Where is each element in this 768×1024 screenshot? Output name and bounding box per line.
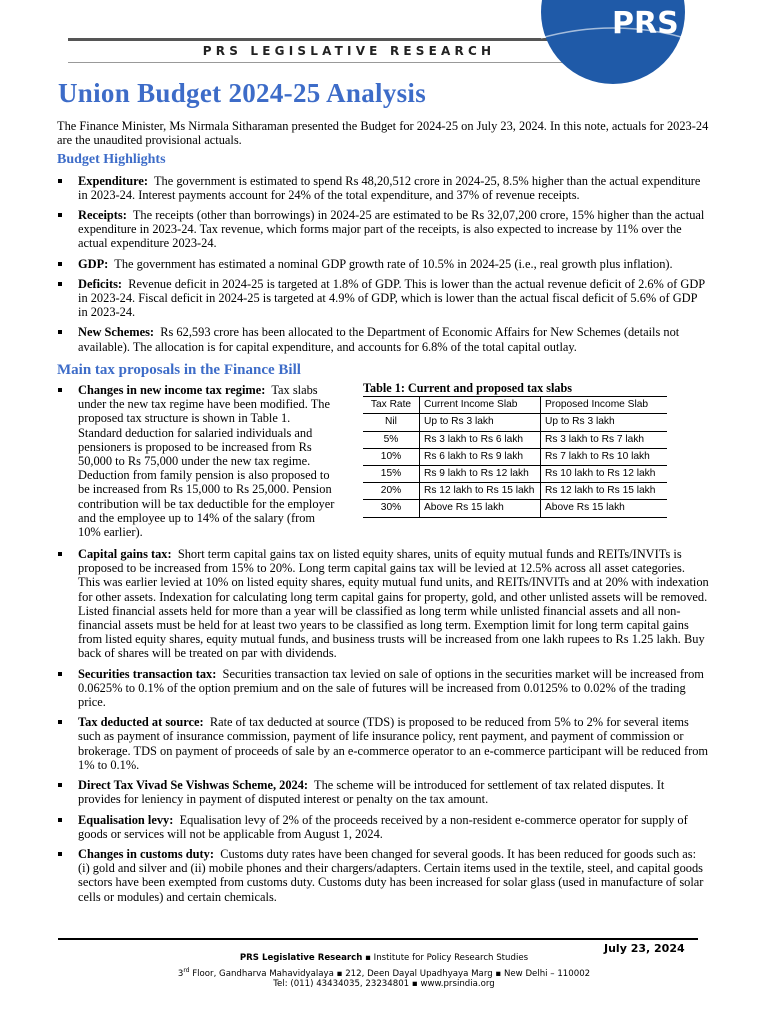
table-cell: Above Rs 15 lakh (420, 500, 541, 517)
table-cell: Above Rs 15 lakh (541, 500, 668, 517)
list-item: New Schemes: Rs 62,593 crore has been allocated to the Department of Economic Affairs for New Schemes (details not available). The allocation is for capital expenditure, and accounts for 6.8% of the total capital outlay. (57, 325, 709, 353)
list-item: Expenditure: The government is estimated to spend Rs 48,20,512 crore in 2024-25, 8.5% higher than the actual expenditure in 2023-24. Interest payments account for 24% of the total expenditure, and 37% of revenue receipts. (57, 174, 709, 202)
bullet-icon (58, 388, 62, 392)
table-cell: Up to Rs 3 lakh (541, 414, 668, 431)
logo-text: PRS (612, 6, 679, 41)
footer-institute: Institute for Policy Research Studies (373, 953, 529, 963)
table-cell: Rs 12 lakh to Rs 15 lakh (420, 483, 541, 500)
footer-org-line: PRS Legislative Research ▪ Institute for Policy Research Studies (239, 953, 529, 963)
list-item: Changes in new income tax regime: Tax slabs under the new tax regime have been modified. The proposed tax structure is shown in Table 1. Standard deduction for salaried individuals and pensioners is proposed to be increased from Rs 50,000 to Rs 75,000 under the new tax regime. Deduction from family pension is also proposed to be increased from Rs 15,000 to Rs 25,000. Pension contribution will be tax deductible for the employer and the employee up to 14% of the salary (from 10% earlier). (57, 383, 337, 539)
footer-website-link[interactable]: www.prsindia.org (420, 979, 495, 989)
table-cell: Rs 7 lakh to Rs 10 lakh (541, 448, 668, 465)
address-floor: 3 (177, 968, 184, 979)
column-header: Tax Rate (363, 397, 420, 414)
address-street: 212, Deen Dayal Upadhyaya Marg (345, 968, 493, 979)
table-row (363, 500, 667, 517)
footer-rule (58, 938, 698, 940)
tax-regime-list (57, 383, 337, 539)
table-row (363, 466, 667, 483)
footer-org: PRS Legislative Research (239, 953, 363, 963)
list-item: Direct Tax Vivad Se Vishwas Scheme, 2024: The scheme will be introduced for settlement of tax related disputes. It provides for leniency in payment of disputed interest or penalty on the tax amount. (57, 778, 709, 806)
tax-heading: Main tax proposals in the Finance Bill (57, 361, 301, 378)
table-cell: Rs 6 lakh to Rs 9 lakh (420, 448, 541, 465)
table-title: Table 1: Current and proposed tax slabs (363, 381, 573, 396)
table-cell: Rs 9 lakh to Rs 12 lakh (420, 466, 541, 483)
list-item: Receipts: The receipts (other than borrowings) in 2024-25 are estimated to be Rs 32,07,200 crore, 15% higher than the actual expenditure in 2023-24. Tax revenue, which forms major part of the receipts, is also expected to increase by 11% over the actual expenditure 2023-24. (57, 208, 709, 251)
bullet-icon (58, 262, 62, 266)
footer-contact: Tel: (011) 43434035, 23234801 ▪ www.prsindia.org (273, 979, 495, 989)
bullet-icon (58, 179, 62, 183)
table-row (363, 431, 667, 448)
header-org-name: PRS LEGISLATIVE RESEARCH (202, 44, 496, 58)
main-content (57, 119, 709, 910)
header-rule-thin (68, 62, 596, 63)
bullet-icon (58, 720, 62, 724)
footer-date: July 23, 2024 (604, 942, 685, 955)
tax-slab-table-block (363, 381, 667, 518)
footer-tel: Tel: (011) 43434035, 23234801 (273, 979, 410, 989)
list-item: Equalisation levy: Equalisation levy of 2% of the proceeds received by a non-resident e-commerce operator for supply of goods or services will not be applicable from August 1, 2024. (57, 813, 709, 841)
bullet-icon (58, 330, 62, 334)
list-item: Changes in customs duty: Customs duty rates have been changed for several goods. It has been reduced for goods such as: (i) gold and silver and (ii) mobile phones and their chargers/adapters. Certain items used in the textile, steel, and capital goods sectors have been exempted from customs duty. Customs duty has been increased for solar glass (used in manufacture of solar cells or modules) and certain chemicals. (57, 847, 709, 904)
tax-proposals-list (57, 547, 709, 904)
table-row (363, 414, 667, 431)
table-cell: Rs 12 lakh to Rs 15 lakh (541, 483, 668, 500)
table-row (363, 483, 667, 500)
tax-regime-block (57, 383, 709, 543)
tax-slab-table (363, 396, 667, 517)
table-cell: Nil (363, 414, 420, 431)
table-cell: 20% (363, 483, 420, 500)
table-cell: 30% (363, 500, 420, 517)
list-item: Tax deducted at source: Rate of tax deducted at source (TDS) is proposed to be reduced from 5% to 2% for several items such as payment of insurance commission, payment of life insurance policy, rent payment, and payment of commission or brokerage. TDS on payment of proceeds of sale by an e-commerce operator to an e-commerce participant will be reduced from 1% to 0.1%. (57, 715, 709, 772)
bullet-icon (58, 282, 62, 286)
column-header: Current Income Slab (420, 397, 541, 414)
list-item: Deficits: Revenue deficit in 2024-25 is targeted at 1.8% of GDP. This is lower than the actual revenue deficit of 2.6% of GDP in 2023-24. Fiscal deficit in 2024-25 is targeted at 4.9% of GDP, which is lower than the actual fiscal deficit of 5.6% of GDP in 2023-24. (57, 277, 709, 320)
list-item: GDP: The government has estimated a nominal GDP growth rate of 10.5% in 2024-25 (i.e., real growth plus inflation). (57, 257, 709, 271)
bullet-icon (58, 818, 62, 822)
table-cell: Up to Rs 3 lakh (420, 414, 541, 431)
tax-regime-text (57, 383, 337, 545)
table-cell: Rs 10 lakh to Rs 12 lakh (541, 466, 668, 483)
bullet-icon (58, 672, 62, 676)
table-row (363, 448, 667, 465)
table-cell: Rs 3 lakh to Rs 6 lakh (420, 431, 541, 448)
header-rule (68, 38, 596, 41)
table-cell: Rs 3 lakh to Rs 7 lakh (541, 431, 668, 448)
table-header-row (363, 397, 667, 414)
table-cell: 15% (363, 466, 420, 483)
intro-paragraph: The Finance Minister, Ms Nirmala Sitharaman presented the Budget for 2024-25 on July 23, 2024. In this note, actuals for 2023-24 are the unaudited provisional actuals. (57, 119, 709, 148)
bullet-icon (58, 852, 62, 856)
list-item: Securities transaction tax: Securities transaction tax levied on sale of options in the securities market will be increased from 0.0625% to 0.1% of the option premium and on the sale of futures will be increased from 0.0125% to 0.02% of the trading price. (57, 667, 709, 710)
highlights-list (57, 174, 709, 354)
address-floor-sup: rd (183, 967, 190, 974)
table-cell: 10% (363, 448, 420, 465)
table-cell: 5% (363, 431, 420, 448)
column-header: Proposed Income Slab (541, 397, 668, 414)
bullet-icon (58, 552, 62, 556)
bullet-icon (58, 213, 62, 217)
page-title: Union Budget 2024-25 Analysis (58, 78, 427, 108)
footer-address: 3rd Floor, Gandharva Mahavidyalaya ▪ 212, Deen Dayal Upadhyaya Marg ▪ New Delhi – 110002 (177, 967, 591, 979)
bullet-icon (58, 783, 62, 787)
address-city: New Delhi – 110002 (503, 968, 591, 979)
list-item: Capital gains tax: Short term capital gains tax on listed equity shares, units of equity mutual funds and REITs/INVITs is proposed to be increased from 15% to 20%. Long term capital gains tax will be levied at 12.5% across all asset categories. This was earlier levied at 10% on listed equity shares, equity mutual fund units, and REITs/INVITs and at 20% with indexation for other assets. Indexation for calculating long term capital gains for property, gold, and other unlisted assets will be removed. Listed financial assets held for more than a year will be classified as long term while unlisted financial assets and all non-financial assets must be held for at least two years to be classified as long term. Exemption limit for long term capital gains from listed equity shares, equity mutual funds, and business trusts will be increased from one lakh rupees to Rs 1.25 lakh. Buy back of shares will be treated on par with dividends. (57, 547, 709, 661)
highlights-heading: Budget Highlights (57, 152, 166, 168)
address-building: Floor, Gandharva Mahavidyalaya (189, 968, 334, 979)
